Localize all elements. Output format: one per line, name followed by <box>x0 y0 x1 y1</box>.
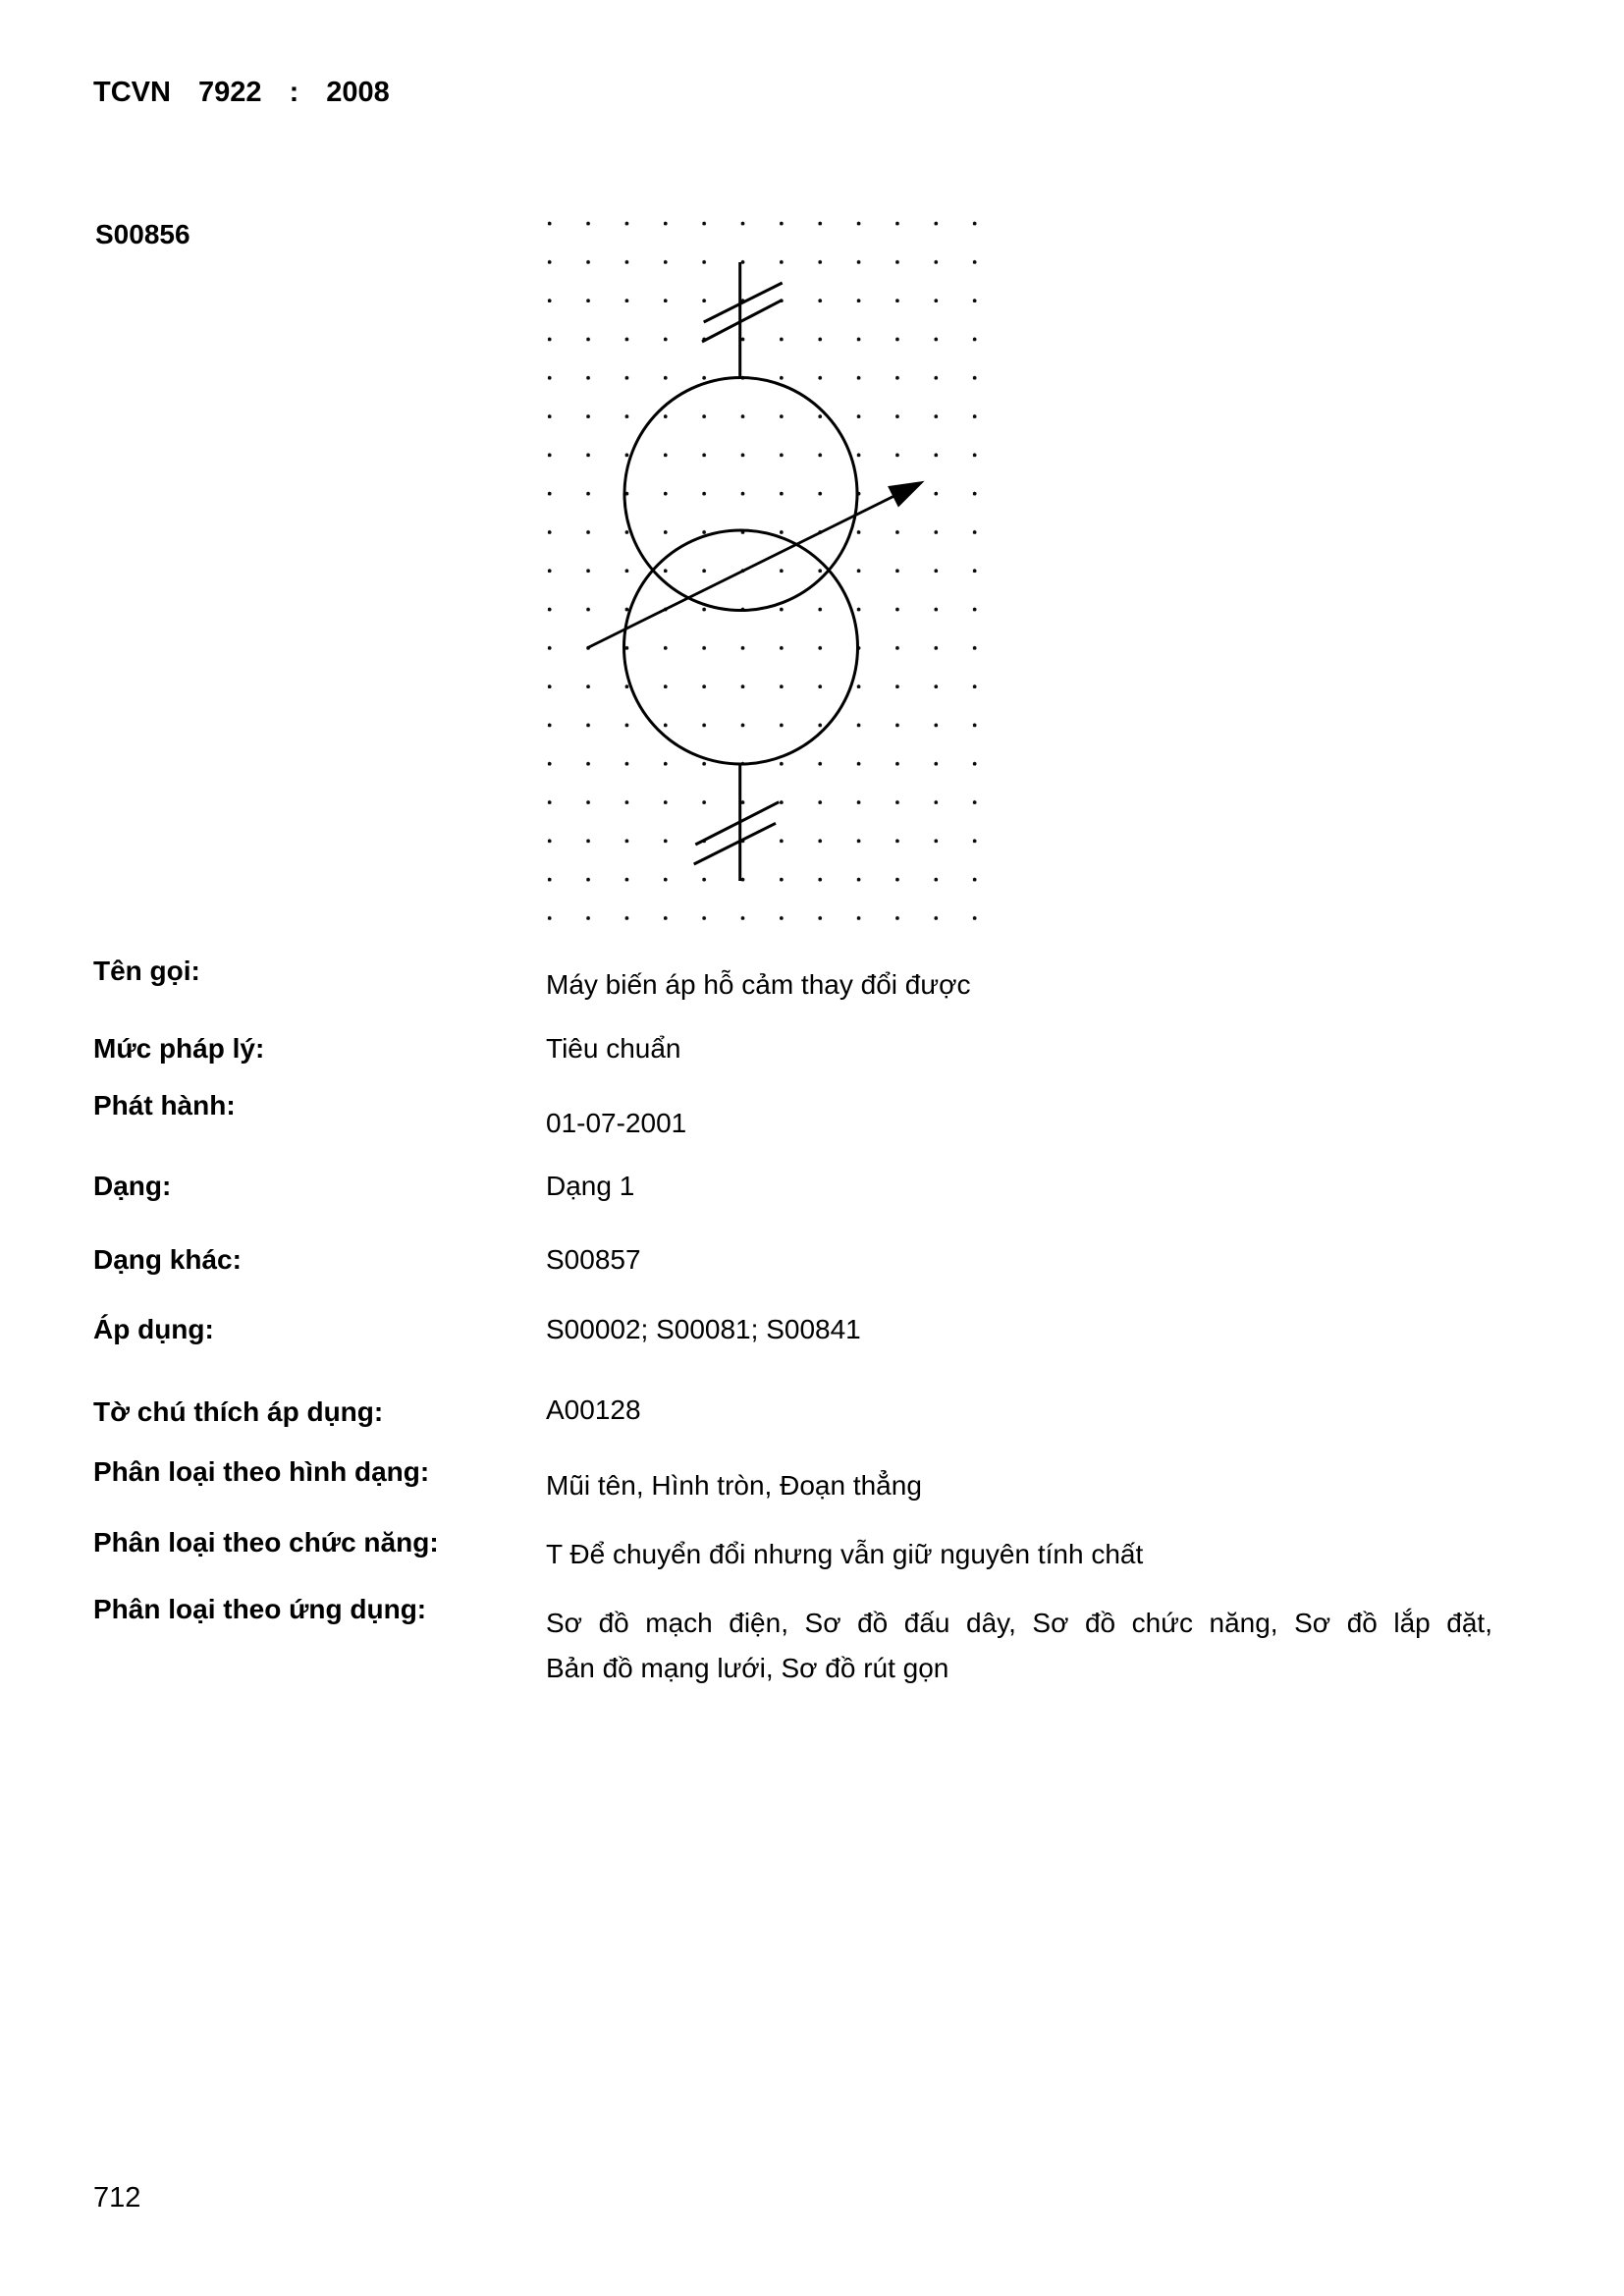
bottom-slash-2-icon <box>694 823 776 864</box>
field-label: Phân loại theo ứng dụng: <box>93 1594 427 1624</box>
field-value-line: Sơ đồ mạch điện, Sơ đồ đấu dây, Sơ đồ chức năng, Sơ đồ lắp đặt, <box>546 1608 1492 1638</box>
bottom-slash-1-icon <box>695 802 779 845</box>
winding-circle-bottom <box>624 530 858 764</box>
field-label: Áp dụng: <box>93 1314 214 1344</box>
page-number: 712 <box>93 2182 141 2214</box>
field-label: Dạng: <box>93 1171 172 1201</box>
top-slash-1-icon <box>704 283 783 322</box>
field-value: Máy biến áp hỗ cảm thay đổi được <box>546 969 971 1000</box>
field-label: Mức pháp lý: <box>93 1033 265 1064</box>
field-label: Phát hành: <box>93 1090 236 1121</box>
field-value: Dạng 1 <box>546 1171 635 1201</box>
field-value: S00002; S00081; S00841 <box>546 1314 861 1344</box>
variability-arrow-head-icon <box>888 481 925 508</box>
field-value: S00857 <box>546 1244 641 1275</box>
field-value: Mũi tên, Hình tròn, Đoạn thẳng <box>546 1470 922 1501</box>
variability-arrow-shaft <box>587 486 914 648</box>
field-label: Phân loại theo chức năng: <box>93 1527 439 1558</box>
transformer-symbol-drawing <box>530 204 992 936</box>
field-value: T Để chuyển đổi nhưng vẫn giữ nguyên tính chất <box>546 1539 1144 1569</box>
symbol-diagram <box>530 204 992 936</box>
winding-circle-top <box>624 378 857 611</box>
symbol-id: S00856 <box>95 219 190 249</box>
field-value: 01-07-2001 <box>546 1108 687 1138</box>
field-label: Tên gọi: <box>93 956 200 986</box>
field-value: A00128 <box>546 1394 641 1425</box>
field-label: Tờ chú thích áp dụng: <box>93 1396 384 1427</box>
field-value-line: Bản đồ mạng lưới, Sơ đồ rút gọn <box>546 1653 949 1683</box>
field-value: Tiêu chuẩn <box>546 1033 681 1064</box>
standard-code: TCVN 7922 : 2008 <box>93 77 390 108</box>
field-label: Phân loại theo hình dạng: <box>93 1456 430 1487</box>
field-label: Dạng khác: <box>93 1244 242 1275</box>
